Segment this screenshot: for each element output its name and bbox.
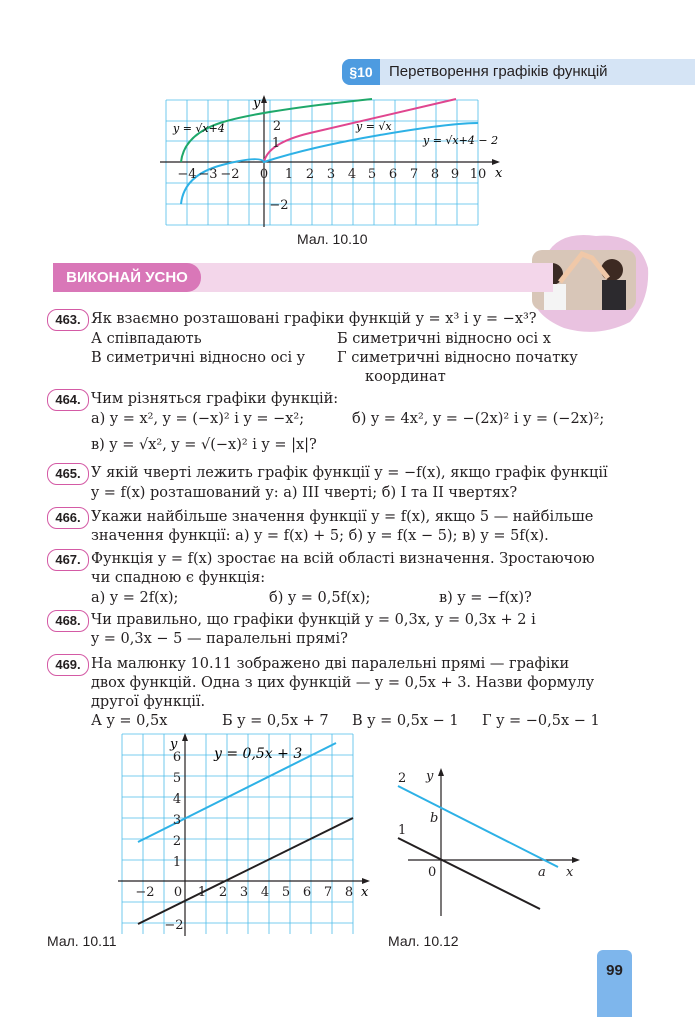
y-axis-label: y [253, 96, 261, 111]
task-number: 463. [47, 309, 89, 331]
answer-option: Б y = 0,5x + 7 [222, 713, 329, 729]
task-part: в) y = −f(x)? [439, 590, 532, 606]
tick-label: 2 [172, 834, 182, 849]
exercise-banner-label: ВИКОНАЙ УСНО [53, 263, 201, 292]
tick-label: 4 [172, 792, 182, 807]
figure-caption-10-10: Мал. 10.10 [297, 231, 368, 247]
task-text: y = f(x) розташований у: а) III чверті; б) I та II чвертях? [91, 485, 518, 501]
task-part: а) y = 2f(x); [91, 590, 179, 606]
tick-label: −2 [269, 198, 289, 213]
task-text: y = 0,3x − 5 — паралельні прямі? [91, 631, 348, 647]
tick-label: 6 [302, 885, 312, 900]
tick-label: 0 [173, 885, 183, 900]
label-sqrt-x-plus-4: y = √x+4 [173, 122, 225, 135]
tick-label: 2 [218, 885, 228, 900]
tick-label: 2 [272, 119, 282, 134]
task-number: 469. [47, 654, 89, 676]
figure-10-12 [388, 764, 588, 924]
x-axis-label: x [495, 166, 503, 181]
task-number: 465. [47, 463, 89, 485]
tick-label: −2 [164, 918, 184, 933]
task-number: 468. [47, 610, 89, 632]
tick-label: 3 [172, 813, 182, 828]
y-axis-label: y [170, 737, 178, 752]
answer-option: А y = 0,5x [91, 713, 168, 729]
line-2 [398, 786, 558, 867]
tick-label: −2 [135, 885, 155, 900]
tick-label: 4 [347, 167, 357, 182]
section-badge: §10 [342, 59, 380, 85]
x-axis-label: x [566, 865, 574, 880]
task-text: Укажи найбільше значення функції y = f(x), якщо 5 — найбільше [91, 509, 594, 525]
line-1-label: 1 [398, 823, 407, 838]
task-number: 467. [47, 549, 89, 571]
answer-option: Г симетричні відносно початку [337, 350, 578, 366]
tick-label: 0 [259, 167, 269, 182]
answer-option: Г y = −0,5x − 1 [482, 713, 600, 729]
task-text: На малюнку 10.11 зображено дві паралельні прямі — графіки [91, 656, 570, 672]
tick-label: 9 [450, 167, 460, 182]
line-2-label: 2 [398, 771, 407, 786]
tick-label: 7 [409, 167, 419, 182]
task-text: двох функцій. Одна з цих функцій — y = 0,5x + 3. Назви формулу [91, 675, 595, 691]
task-text: значення функції: а) y = f(x) + 5; б) y = f(x − 5); в) y = 5f(x). [91, 528, 549, 544]
task-number: 464. [47, 389, 89, 411]
task-text: Чим різняться графіки функцій: [91, 391, 339, 407]
tick-label: 8 [344, 885, 354, 900]
tick-label: −3 [198, 167, 218, 182]
task-text: Як взаємно розташовані графіки функцій y = x³ і y = −x³? [91, 311, 537, 327]
line-black [138, 818, 353, 924]
tick-label: 1 [271, 136, 281, 151]
task-number: 466. [47, 507, 89, 529]
tick-label: −2 [220, 167, 240, 182]
section-title: Перетворення графіків функцій [389, 63, 608, 80]
label-sqrt-x-plus-4-minus-2: y = √x+4 − 2 [423, 134, 499, 147]
task-part: б) y = 0,5f(x); [269, 590, 371, 606]
line-1 [398, 838, 540, 909]
tick-label: 3 [326, 167, 336, 182]
tick-label: 5 [172, 771, 182, 786]
task-part: в) y = √x², y = √(−x)² і y = |x|? [91, 437, 317, 453]
tick-label: 1 [197, 885, 207, 900]
intercept-b-label: b [430, 811, 439, 826]
page-number: 99 [597, 950, 632, 1017]
origin-label: 0 [428, 865, 437, 880]
figure-caption-10-12: Мал. 10.12 [388, 933, 459, 949]
tick-label: 3 [239, 885, 249, 900]
tick-label: 8 [430, 167, 440, 182]
tick-label: 5 [281, 885, 291, 900]
tick-label: 5 [367, 167, 377, 182]
answer-option: А співпадають [91, 331, 202, 347]
answer-option: Б симетричні відносно осі x [337, 331, 551, 347]
answer-option: В y = 0,5x − 1 [352, 713, 459, 729]
task-text: Чи правильно, що графіки функцій y = 0,3x, y = 0,3x + 2 і [91, 612, 536, 628]
task-text: У якій чверті лежить графік функції y = −f(x), якщо графік функції [91, 465, 608, 481]
tick-label: 6 [388, 167, 398, 182]
y-axis-label: y [426, 769, 434, 784]
task-text: Функція y = f(x) зростає на всій області визначення. Зростаючою [91, 551, 595, 567]
task-text: чи спадною є функція: [91, 570, 266, 586]
label-sqrt-x: y = √x [356, 120, 392, 133]
tick-label: 10 [469, 167, 487, 182]
figure-10-11 [118, 732, 374, 937]
tick-label: 2 [305, 167, 315, 182]
tick-label: −4 [177, 167, 197, 182]
tick-label: 1 [284, 167, 294, 182]
tick-label: 4 [260, 885, 270, 900]
task-part: а) y = x², y = (−x)² і y = −x²; [91, 411, 305, 427]
intercept-a-label: a [538, 865, 546, 880]
task-part: б) y = 4x², y = −(2x)² і y = (−2x)²; [352, 411, 605, 427]
task-text: другої функції. [91, 694, 206, 710]
figure-10-10 [160, 95, 510, 230]
line-equation-label: y = 0,5x + 3 [214, 746, 303, 762]
figure-caption-10-11: Мал. 10.11 [47, 933, 117, 949]
tick-label: 6 [172, 750, 182, 765]
answer-option: В симетричні відносно осі y [91, 350, 305, 366]
tick-label: 7 [323, 885, 333, 900]
answer-option-cont: координат [365, 369, 446, 385]
x-axis-label: x [361, 885, 369, 900]
tick-label: 1 [172, 855, 182, 870]
